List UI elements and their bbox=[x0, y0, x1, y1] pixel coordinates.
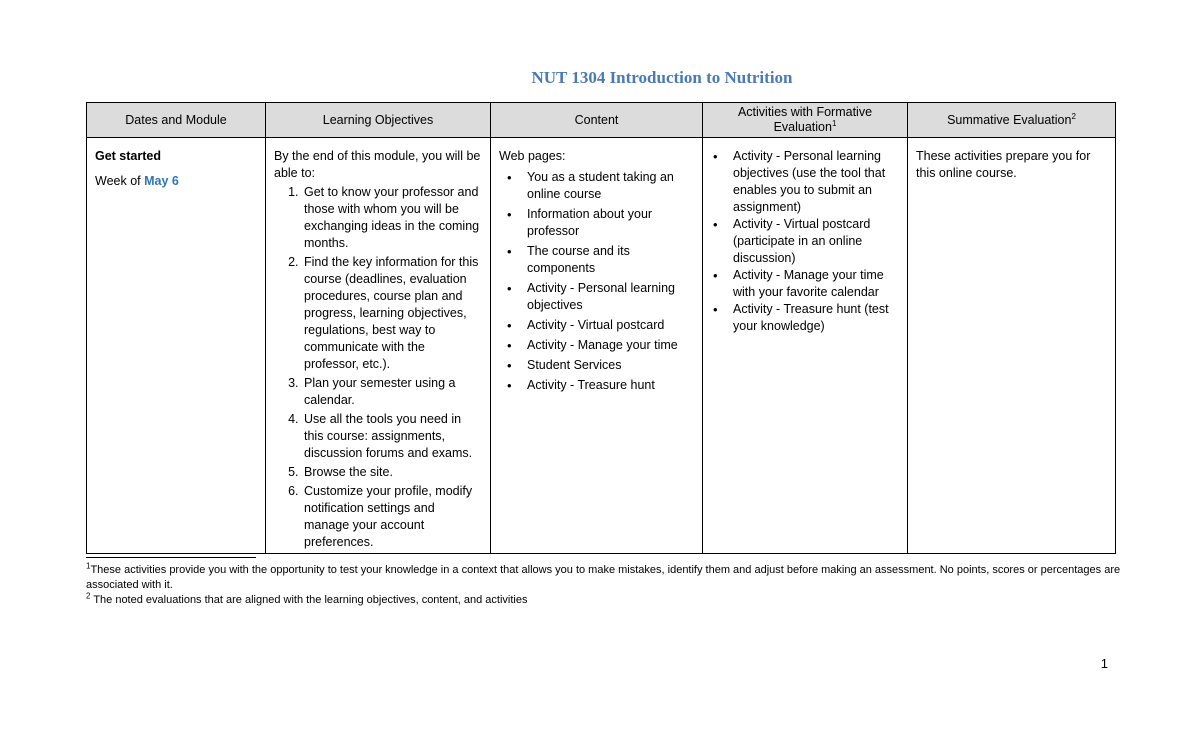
header-dates-module: Dates and Module bbox=[87, 103, 266, 138]
cell-summative-evaluation bbox=[908, 138, 1116, 554]
list-item: • Activity - Manage your time with your favorite calendar bbox=[733, 267, 899, 301]
list-item: • You as a student taking an online course bbox=[527, 169, 694, 203]
list-item: • Student Services bbox=[527, 357, 694, 374]
list-item: • Activity - Virtual postcard bbox=[527, 317, 694, 334]
objectives-list bbox=[274, 184, 482, 551]
list-item: 4. Use all the tools you need in this course: assignments, discussion forums and exams. bbox=[302, 411, 482, 462]
list-item: 5. Browse the site. bbox=[302, 464, 482, 481]
footnotes bbox=[86, 563, 1126, 608]
list-item: • Activity - Treasure hunt (test your knowledge) bbox=[733, 301, 899, 335]
list-item: 1. Get to know your professor and those with whom you will be exchanging ideas in the coming months. bbox=[302, 184, 482, 252]
table-row bbox=[87, 138, 1116, 554]
header-learning-objectives: Learning Objectives bbox=[266, 103, 491, 138]
header-summative-evaluation: Summative Evaluation$^2$ bbox=[908, 103, 1116, 138]
list-item: • Activity - Manage your time bbox=[527, 337, 694, 354]
list-item: 3. Plan your semester using a calendar. bbox=[302, 375, 482, 409]
list-item: • The course and its components bbox=[527, 243, 694, 277]
content-list bbox=[499, 169, 694, 394]
header-content: Content bbox=[491, 103, 703, 138]
footnote-ref-1: 1 bbox=[831, 118, 837, 128]
list-item: • Activity - Virtual postcard (participate in an online discussion) bbox=[733, 216, 899, 267]
list-item: • Information about your professor bbox=[527, 206, 694, 240]
document-title: NUT 1304 Introduction to Nutrition bbox=[531, 68, 793, 87]
activities-list bbox=[711, 148, 899, 335]
module-name: Get started bbox=[95, 149, 161, 163]
week-date: May 6 bbox=[144, 174, 179, 188]
list-item: 2. Find the key information for this course (deadlines, evaluation procedures, course plan and progress, learning objectives, regulations, best way to communicate with the professor, etc.). bbox=[302, 254, 482, 373]
list-item: • Activity - Personal learning objectives bbox=[527, 280, 694, 314]
list-item: 6. Customize your profile, modify notification settings and manage your account preferences. bbox=[302, 483, 482, 551]
objectives-intro: By the end of this module, you will be able to: bbox=[274, 149, 481, 180]
footnote-2: $^2$ The noted evaluations that are aligned with the learning objectives, content, and activities bbox=[86, 591, 528, 606]
page-number: 1 bbox=[1100, 656, 1108, 671]
footnote-1: $^1$These activities provide you with the opportunity to test your knowledge in a context that allows you to make mistakes, identify them and adjust before making an assessment. No points, scores or percentages are associated with it. bbox=[86, 561, 1121, 591]
list-item: • Activity - Personal learning objectives (use the tool that enables you to submit an assignment) bbox=[733, 148, 899, 216]
header-activities: Activities with Formative Evaluation$^1$ bbox=[703, 103, 908, 138]
summative-text: These activities prepare you for this online course. bbox=[916, 149, 1091, 180]
module-week: Week of May 6 bbox=[95, 174, 179, 188]
course-plan-table bbox=[86, 102, 1116, 554]
cell-content bbox=[491, 138, 703, 554]
cell-learning-objectives bbox=[266, 138, 491, 554]
cell-activities bbox=[703, 138, 908, 554]
cell-dates-module bbox=[87, 138, 266, 554]
content-intro: Web pages: bbox=[499, 149, 566, 163]
list-item: • Activity - Treasure hunt bbox=[527, 377, 694, 394]
table-header-row bbox=[87, 103, 1116, 138]
footnote-separator bbox=[86, 557, 256, 558]
footnote-ref-2: 2 bbox=[1071, 111, 1076, 121]
